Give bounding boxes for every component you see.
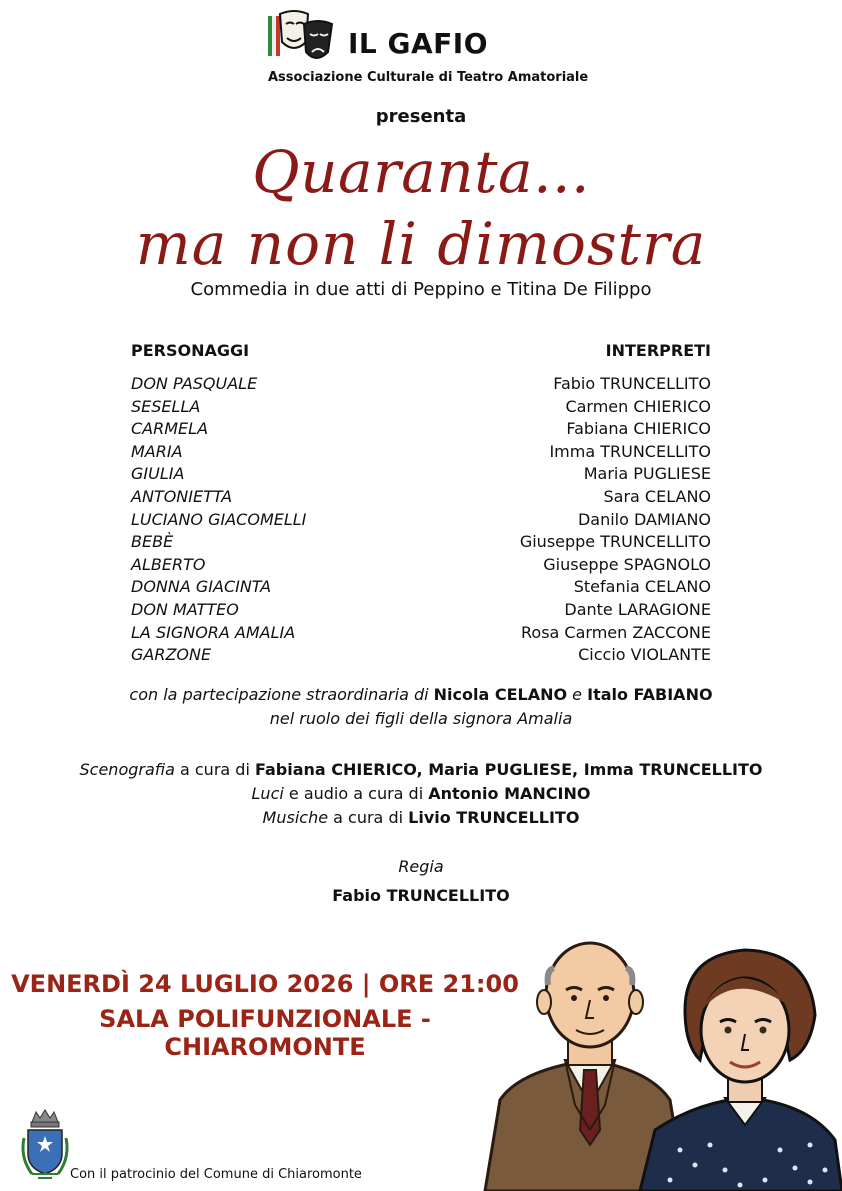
actor-item: Danilo DAMIANO	[577, 509, 711, 529]
scenografia-names: Fabiana CHIERICO, Maria PUGLIESE, Imma TRUNCELLITO	[254, 760, 763, 779]
municipal-crest	[18, 1108, 72, 1184]
event-date-time: VENERDÌ 24 LUGLIO 2026 | ORE 21:00	[11, 970, 519, 998]
role-item: SESELLA	[131, 396, 201, 416]
role-item: ANTONIETTA	[131, 486, 233, 506]
scenografia-label: Scenografia	[79, 760, 175, 779]
credit-musiche	[0, 808, 842, 827]
roles-list	[131, 373, 306, 667]
role-item: ALBERTO	[131, 554, 206, 574]
roles-header: PERSONAGGI	[131, 341, 250, 360]
actor-item: Dante LARAGIONE	[564, 599, 711, 619]
special-participation	[0, 685, 842, 704]
actor-item: Imma TRUNCELLITO	[549, 441, 711, 461]
characters-illustration	[480, 930, 842, 1191]
org-subtitle: Associazione Culturale di Teatro Amatoriale	[268, 70, 589, 85]
actor-item: Sara CELANO	[603, 486, 711, 506]
participation-lead: con la partecipazione straordinaria di	[129, 685, 434, 704]
actor-item: Maria PUGLIESE	[583, 464, 711, 484]
role-item: BEBÈ	[131, 532, 174, 552]
role-item: MARIA	[131, 441, 183, 461]
patronage-text: Con il patrocinio del Comune di Chiaromonte	[70, 1167, 362, 1182]
luci-names: Antonio MANCINO	[428, 784, 591, 803]
luci-mid: e audio a cura di	[283, 784, 429, 803]
event-venue: SALA POLIFUNZIONALE - CHIAROMONTE	[99, 1005, 431, 1061]
role-item: CARMELA	[131, 419, 209, 439]
play-subtitle: Commedia in due atti di Peppino e Titina De Filippo	[190, 279, 652, 300]
actor-item: Fabio TRUNCELLITO	[553, 374, 711, 393]
participation-conj: e	[567, 685, 588, 704]
scenografia-mid: a cura di	[174, 760, 255, 779]
presenta-label: presenta	[375, 106, 467, 127]
luci-label: Luci	[251, 784, 284, 803]
actor-item: Fabiana CHIERICO	[566, 419, 711, 439]
actor-item: Ciccio VIOLANTE	[578, 645, 711, 665]
actors-header: INTERPRETI	[605, 341, 711, 360]
play-title-line2: ma non li dimostra	[135, 210, 707, 278]
actor-item: Giuseppe TRUNCELLITO	[519, 532, 711, 552]
credit-luci	[0, 784, 842, 803]
musiche-label: Musiche	[262, 808, 329, 827]
actors-list	[520, 373, 711, 667]
actor-item: Stefania CELANO	[573, 577, 711, 597]
musiche-names: Livio TRUNCELLITO	[408, 808, 580, 827]
participation-role: nel ruolo dei figli della signora Amalia	[269, 709, 573, 728]
regia-name: Fabio TRUNCELLITO	[332, 886, 510, 905]
role-item: GIULIA	[131, 464, 185, 484]
play-title-line1: Quaranta...	[252, 138, 590, 206]
role-item: DON PASQUALE	[131, 374, 258, 393]
credit-scenografia	[0, 760, 842, 779]
theatre-masks-logo	[266, 8, 346, 66]
musiche-mid: a cura di	[328, 808, 409, 827]
guest-name-2: Italo FABIANO	[587, 685, 713, 704]
role-item: DONNA GIACINTA	[131, 577, 272, 597]
actor-item: Carmen CHIERICO	[565, 396, 711, 416]
role-item: DON MATTEO	[131, 599, 239, 619]
regia-label: Regia	[398, 857, 444, 876]
actor-item: Giuseppe SPAGNOLO	[543, 554, 711, 574]
role-item: LUCIANO GIACOMELLI	[131, 509, 307, 529]
org-name: IL GAFIO	[348, 27, 489, 60]
role-item: LA SIGNORA AMALIA	[131, 622, 296, 642]
role-item: GARZONE	[131, 645, 212, 665]
guest-name-1: Nicola CELANO	[433, 685, 568, 704]
woman-figure	[640, 950, 842, 1191]
actor-item: Rosa Carmen ZACCONE	[521, 622, 711, 642]
